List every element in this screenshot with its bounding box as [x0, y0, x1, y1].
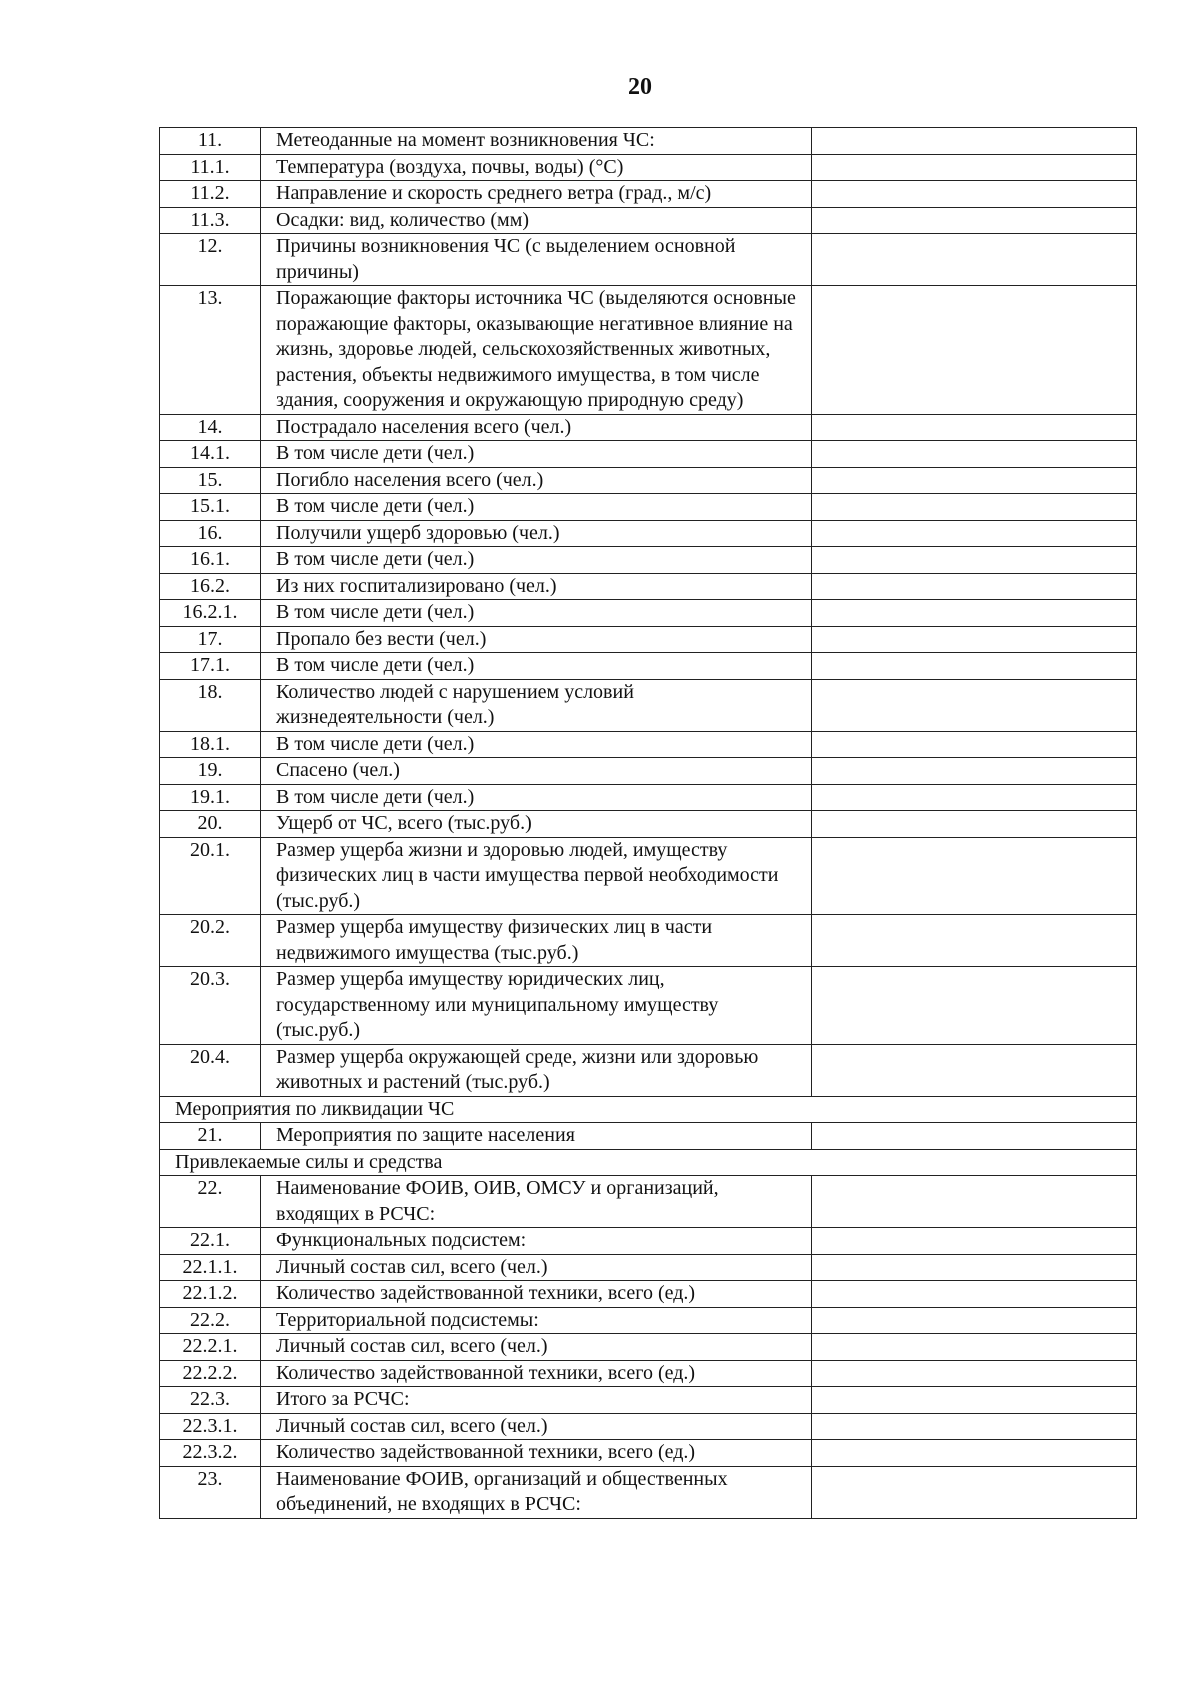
row-description: В том числе дети (чел.)	[261, 600, 812, 627]
row-description: Количество задействованной техники, всего (ед.)	[261, 1281, 812, 1308]
row-value-cell[interactable]	[812, 653, 1137, 680]
table-row	[160, 1360, 1137, 1387]
table-row	[160, 1254, 1137, 1281]
table-row	[160, 520, 1137, 547]
row-number: 11.	[160, 128, 261, 155]
row-number: 18.1.	[160, 731, 261, 758]
table-row	[160, 467, 1137, 494]
row-value-cell[interactable]	[812, 626, 1137, 653]
row-number: 21.	[160, 1123, 261, 1150]
row-description: Наименование ФОИВ, ОИВ, ОМСУ и организаций, входящих в РСЧС:	[261, 1176, 812, 1228]
row-description: Пропало без вести (чел.)	[261, 626, 812, 653]
row-number: 20.1.	[160, 837, 261, 915]
table-row	[160, 573, 1137, 600]
table-row	[160, 181, 1137, 208]
row-number: 15.1.	[160, 494, 261, 521]
row-number: 11.1.	[160, 154, 261, 181]
row-number: 20.	[160, 811, 261, 838]
row-description: Количество людей с нарушением условий жизнедеятельности (чел.)	[261, 679, 812, 731]
row-description: Размер ущерба жизни и здоровью людей, имуществу физических лиц в части имущества первой необходимости (тыс.руб.)	[261, 837, 812, 915]
row-description: В том числе дети (чел.)	[261, 784, 812, 811]
table-row	[160, 128, 1137, 155]
row-number: 22.1.	[160, 1228, 261, 1255]
table-row	[160, 207, 1137, 234]
table-row	[160, 441, 1137, 468]
row-description: Личный состав сил, всего (чел.)	[261, 1413, 812, 1440]
row-value-cell[interactable]	[812, 1360, 1137, 1387]
row-number: 16.	[160, 520, 261, 547]
row-description: В том числе дети (чел.)	[261, 494, 812, 521]
row-number: 22.3.1.	[160, 1413, 261, 1440]
row-value-cell[interactable]	[812, 234, 1137, 286]
row-value-cell[interactable]	[812, 1334, 1137, 1361]
table-row	[160, 784, 1137, 811]
page-number: 20	[628, 74, 652, 100]
row-value-cell[interactable]	[812, 784, 1137, 811]
row-number: 16.1.	[160, 547, 261, 574]
row-description: Размер ущерба окружающей среде, жизни или здоровью животных и растений (тыс.руб.)	[261, 1044, 812, 1096]
row-number: 16.2.	[160, 573, 261, 600]
row-description: В том числе дети (чел.)	[261, 653, 812, 680]
table-row	[160, 1307, 1137, 1334]
row-number: 16.2.1.	[160, 600, 261, 627]
row-value-cell[interactable]	[812, 967, 1137, 1045]
table-row	[160, 626, 1137, 653]
row-description: Функциональных подсистем:	[261, 1228, 812, 1255]
table-row	[160, 494, 1137, 521]
row-description: Ущерб от ЧС, всего (тыс.руб.)	[261, 811, 812, 838]
row-description: Температура (воздуха, почвы, воды) (°С)	[261, 154, 812, 181]
row-description: Погибло населения всего (чел.)	[261, 467, 812, 494]
row-value-cell[interactable]	[812, 1123, 1137, 1150]
row-number: 20.2.	[160, 915, 261, 967]
table-row	[160, 547, 1137, 574]
row-number: 23.	[160, 1466, 261, 1518]
row-description: Пострадало населения всего (чел.)	[261, 414, 812, 441]
row-description: Поражающие факторы источника ЧС (выделяются основные поражающие факторы, оказывающие негативное влияние на жизнь, здоровье людей, сельскохозяйственных животных, растения, объекты недвижимого имущества, в том числе здания, сооружения и окружающую природную среду)	[261, 286, 812, 415]
row-value-cell[interactable]	[812, 207, 1137, 234]
row-number: 22.3.	[160, 1387, 261, 1414]
report-table	[159, 127, 1137, 1519]
row-value-cell[interactable]	[812, 837, 1137, 915]
row-description: Размер ущерба имуществу юридических лиц, государственному или муниципальному имуществу (тыс.руб.)	[261, 967, 812, 1045]
row-number: 20.4.	[160, 1044, 261, 1096]
section-header-text: Привлекаемые силы и средства	[160, 1149, 1137, 1176]
row-description: Итого за РСЧС:	[261, 1387, 812, 1414]
table-row	[160, 286, 1137, 415]
row-value-cell[interactable]	[812, 547, 1137, 574]
row-number: 22.2.	[160, 1307, 261, 1334]
table-row	[160, 1387, 1137, 1414]
row-description: Личный состав сил, всего (чел.)	[261, 1254, 812, 1281]
row-value-cell[interactable]	[812, 520, 1137, 547]
row-value-cell[interactable]	[812, 1254, 1137, 1281]
table-row	[160, 1440, 1137, 1467]
row-value-cell[interactable]	[812, 1281, 1137, 1308]
table-row	[160, 1228, 1137, 1255]
report-table-body	[160, 128, 1137, 1519]
row-description: Направление и скорость среднего ветра (град., м/с)	[261, 181, 812, 208]
table-row	[160, 758, 1137, 785]
row-description: Территориальной подсистемы:	[261, 1307, 812, 1334]
row-number: 22.2.1.	[160, 1334, 261, 1361]
row-number: 22.1.2.	[160, 1281, 261, 1308]
table-row	[160, 1334, 1137, 1361]
row-number: 20.3.	[160, 967, 261, 1045]
table-row	[160, 154, 1137, 181]
row-value-cell[interactable]	[812, 758, 1137, 785]
section-header-text: Мероприятия по ликвидации ЧС	[160, 1096, 1137, 1123]
row-value-cell[interactable]	[812, 181, 1137, 208]
table-row	[160, 600, 1137, 627]
table-row	[160, 1413, 1137, 1440]
row-number: 11.3.	[160, 207, 261, 234]
row-number: 22.	[160, 1176, 261, 1228]
table-row	[160, 915, 1137, 967]
row-value-cell[interactable]	[812, 731, 1137, 758]
row-number: 12.	[160, 234, 261, 286]
row-number: 14.1.	[160, 441, 261, 468]
row-value-cell[interactable]	[812, 1044, 1137, 1096]
row-description: Осадки: вид, количество (мм)	[261, 207, 812, 234]
row-description: В том числе дети (чел.)	[261, 731, 812, 758]
table-row	[160, 1466, 1137, 1518]
row-value-cell[interactable]	[812, 1228, 1137, 1255]
row-value-cell[interactable]	[812, 286, 1137, 415]
row-number: 18.	[160, 679, 261, 731]
row-value-cell[interactable]	[812, 467, 1137, 494]
row-value-cell[interactable]	[812, 414, 1137, 441]
row-value-cell[interactable]	[812, 573, 1137, 600]
table-row	[160, 1123, 1137, 1150]
row-number: 19.	[160, 758, 261, 785]
row-number: 17.1.	[160, 653, 261, 680]
row-description: Получили ущерб здоровью (чел.)	[261, 520, 812, 547]
section-header-row	[160, 1096, 1137, 1123]
table-row	[160, 837, 1137, 915]
row-value-cell[interactable]	[812, 441, 1137, 468]
row-value-cell[interactable]	[812, 1307, 1137, 1334]
row-description: Из них госпитализировано (чел.)	[261, 573, 812, 600]
table-row	[160, 653, 1137, 680]
row-description: Размер ущерба имуществу физических лиц в части недвижимого имущества (тыс.руб.)	[261, 915, 812, 967]
row-value-cell[interactable]	[812, 1176, 1137, 1228]
row-number: 15.	[160, 467, 261, 494]
row-value-cell[interactable]	[812, 1387, 1137, 1414]
row-value-cell[interactable]	[812, 1440, 1137, 1467]
row-description: Личный состав сил, всего (чел.)	[261, 1334, 812, 1361]
row-description: Метеоданные на момент возникновения ЧС:	[261, 128, 812, 155]
row-description: В том числе дети (чел.)	[261, 547, 812, 574]
row-value-cell[interactable]	[812, 494, 1137, 521]
row-description: В том числе дети (чел.)	[261, 441, 812, 468]
row-description: Количество задействованной техники, всего (ед.)	[261, 1360, 812, 1387]
table-row	[160, 731, 1137, 758]
row-value-cell[interactable]	[812, 679, 1137, 731]
row-description: Причины возникновения ЧС (с выделением основной причины)	[261, 234, 812, 286]
table-row	[160, 1281, 1137, 1308]
table-row	[160, 1044, 1137, 1096]
row-value-cell[interactable]	[812, 915, 1137, 967]
row-number: 17.	[160, 626, 261, 653]
row-value-cell[interactable]	[812, 1466, 1137, 1518]
row-number: 22.3.2.	[160, 1440, 261, 1467]
row-value-cell[interactable]	[812, 154, 1137, 181]
table-row	[160, 414, 1137, 441]
row-number: 22.2.2.	[160, 1360, 261, 1387]
table-row	[160, 1176, 1137, 1228]
section-header-row	[160, 1149, 1137, 1176]
row-value-cell[interactable]	[812, 600, 1137, 627]
row-description: Мероприятия по защите населения	[261, 1123, 812, 1150]
row-value-cell[interactable]	[812, 1413, 1137, 1440]
row-description: Количество задействованной техники, всего (ед.)	[261, 1440, 812, 1467]
row-number: 14.	[160, 414, 261, 441]
row-value-cell[interactable]	[812, 128, 1137, 155]
table-row	[160, 679, 1137, 731]
table-row	[160, 811, 1137, 838]
row-number: 13.	[160, 286, 261, 415]
row-description: Спасено (чел.)	[261, 758, 812, 785]
row-value-cell[interactable]	[812, 811, 1137, 838]
table-row	[160, 967, 1137, 1045]
row-description: Наименование ФОИВ, организаций и общественных объединений, не входящих в РСЧС:	[261, 1466, 812, 1518]
table-row	[160, 234, 1137, 286]
row-number: 19.1.	[160, 784, 261, 811]
row-number: 11.2.	[160, 181, 261, 208]
row-number: 22.1.1.	[160, 1254, 261, 1281]
